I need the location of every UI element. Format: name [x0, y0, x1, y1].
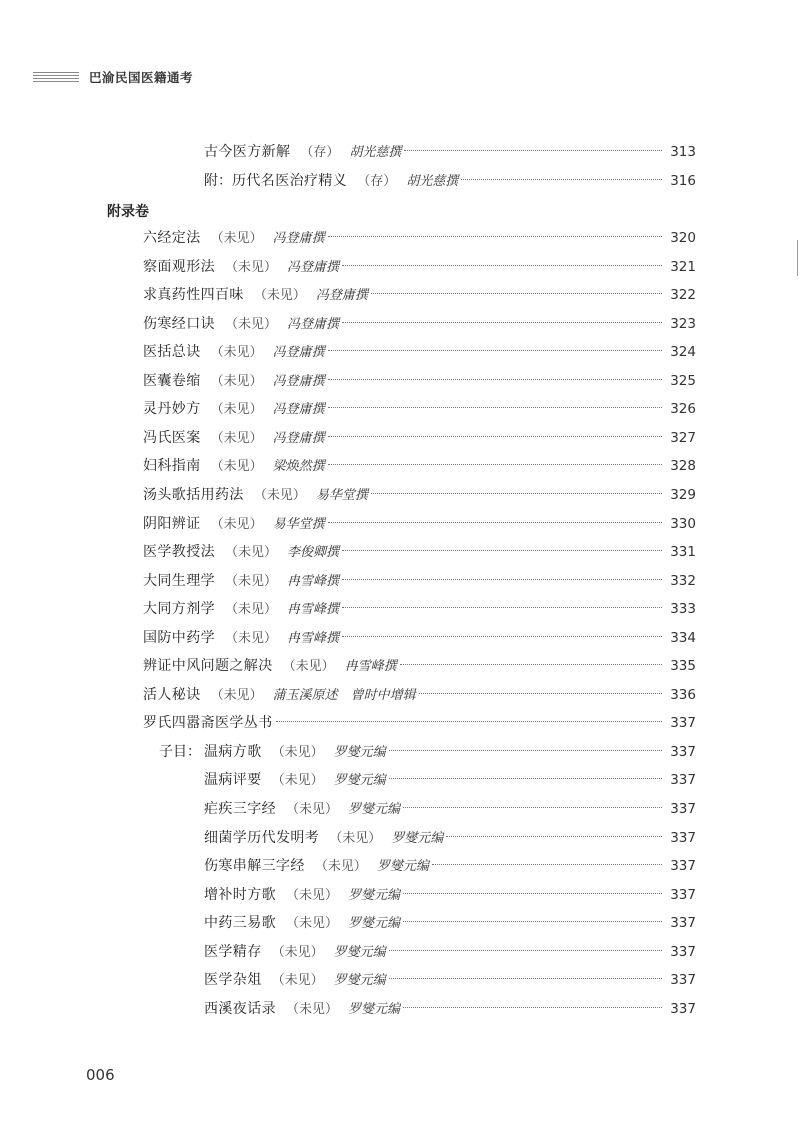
- entry-status: （未见）: [286, 916, 339, 932]
- entry-title: 妇科指南: [143, 458, 201, 475]
- entry-status: （未见）: [271, 973, 324, 989]
- toc-entry[interactable]: [143, 624, 696, 652]
- dot-leader: [328, 407, 662, 408]
- toc-entry[interactable]: [143, 510, 696, 538]
- entry-author: 罗燮元编: [391, 830, 444, 846]
- toc-entry[interactable]: [143, 224, 696, 252]
- toc-entry[interactable]: [143, 652, 696, 680]
- toc-entry[interactable]: [204, 852, 696, 880]
- entry-status: （未见）: [271, 744, 324, 760]
- dot-leader: [371, 293, 662, 294]
- entry-page: 324: [670, 344, 696, 361]
- book-title: 巴渝民国医籍通考: [89, 70, 194, 85]
- entry-status: （存）: [357, 173, 397, 189]
- toc-entry[interactable]: [143, 367, 696, 395]
- running-header: [33, 67, 193, 87]
- dot-leader: [446, 836, 662, 837]
- dot-leader: [404, 150, 662, 151]
- toc-entry[interactable]: [204, 766, 696, 794]
- dot-leader: [342, 322, 662, 323]
- entry-status: （未见）: [225, 630, 278, 646]
- entry-page: 337: [670, 772, 696, 789]
- entry-title: 历代名医治疗精义: [232, 172, 348, 189]
- dot-leader: [342, 550, 662, 551]
- entry-title: 医学教授法: [143, 544, 215, 561]
- entry-author: 罗燮元编: [348, 802, 401, 817]
- toc-entry[interactable]: [204, 938, 696, 966]
- toc-entry[interactable]: [143, 595, 696, 623]
- dot-leader: [432, 864, 662, 865]
- entry-status: （未见）: [210, 231, 263, 246]
- entry-page: 328: [670, 458, 696, 475]
- margin-rule: [797, 240, 798, 276]
- section-heading: 附录卷: [107, 204, 149, 220]
- entry-author: 罗燮元编: [348, 887, 401, 903]
- entry-title: 医囊卷缩: [143, 372, 201, 389]
- entry-title: 灵丹妙方: [143, 401, 201, 418]
- entry-title: 中药三易歌: [204, 915, 276, 932]
- entry-author: 冯登庸撰: [272, 345, 325, 361]
- entry-page: 337: [670, 743, 696, 760]
- entry-title: 疟疾三字经: [204, 801, 276, 817]
- toc-entry[interactable]: [204, 824, 696, 852]
- entry-author: 冯登庸撰: [272, 373, 325, 389]
- entry-author: 冯登庸撰: [287, 259, 340, 275]
- dot-leader: [276, 721, 662, 722]
- entry-page: 337: [670, 915, 696, 932]
- entry-status: （未见）: [253, 487, 306, 503]
- entry-author: 冉雪峰撰: [287, 602, 340, 618]
- entry-status: （未见）: [271, 773, 324, 789]
- toc-entry[interactable]: [143, 310, 696, 338]
- entry-page: 337: [670, 858, 696, 875]
- entry-title: 伤寒串解三字经: [204, 858, 305, 875]
- toc-entry[interactable]: [143, 452, 696, 480]
- entry-page: 323: [670, 315, 696, 332]
- entry-title: 医学精存: [204, 943, 262, 960]
- entry-author: 冯登庸撰: [287, 316, 340, 332]
- entry-title: 大同生理学: [143, 572, 215, 589]
- dot-leader: [371, 493, 662, 494]
- dot-leader: [403, 1007, 662, 1008]
- entry-page: 330: [670, 515, 696, 532]
- entry-author: 冉雪峰撰: [344, 659, 397, 675]
- entry-status: （存）: [300, 145, 340, 160]
- dot-leader: [328, 436, 662, 437]
- entry-page: 337: [670, 972, 696, 989]
- entry-title: 察面观形法: [143, 258, 215, 275]
- entry-author: 冯登庸撰: [272, 231, 325, 246]
- entry-page: 313: [670, 144, 696, 160]
- entry-page: 337: [670, 715, 696, 732]
- page-number: 006: [86, 1066, 115, 1084]
- entry-author: 罗燮元编: [348, 1001, 401, 1017]
- entry-prefix: 子目：: [159, 743, 201, 760]
- entry-author: 冉雪峰撰: [287, 630, 340, 646]
- dot-leader: [328, 522, 662, 523]
- entry-page: 326: [670, 401, 696, 418]
- entry-title: 医学杂俎: [204, 972, 262, 989]
- entry-author: 罗燮元编: [333, 944, 386, 960]
- entry-page: 325: [670, 372, 696, 389]
- entry-status: （未见）: [210, 516, 263, 532]
- entry-page: 333: [670, 601, 696, 618]
- entry-title: 冯氏医案: [143, 429, 201, 446]
- toc-entry[interactable]: [143, 481, 696, 509]
- entry-author: 胡光慈撰: [349, 145, 402, 160]
- entry-title: 活人秘诀: [143, 686, 201, 703]
- entry-page: 329: [670, 486, 696, 503]
- entry-status: （未见）: [329, 830, 382, 846]
- entry-status: （未见）: [210, 345, 263, 361]
- entry-title: 阴阳辨证: [143, 515, 201, 532]
- toc-entry[interactable]: [204, 167, 696, 195]
- entry-status: （未见）: [210, 459, 263, 475]
- entry-status: （未见）: [314, 859, 367, 875]
- dot-leader: [328, 350, 662, 351]
- dot-leader: [342, 636, 662, 637]
- entry-author: 冯登庸撰: [272, 402, 325, 418]
- entry-author: 李俊卿撰: [287, 545, 340, 561]
- dot-leader: [400, 664, 662, 665]
- entry-title: 六经定法: [143, 230, 201, 246]
- toc-entry[interactable]: [204, 138, 696, 166]
- entry-page: 320: [670, 230, 696, 246]
- entry-status: （未见）: [225, 259, 278, 275]
- dot-leader: [389, 778, 662, 779]
- entry-page: 337: [670, 801, 696, 817]
- entry-title: 古今医方新解: [204, 144, 291, 160]
- toc-entry[interactable]: [204, 795, 696, 823]
- entry-title: 大同方剂学: [143, 601, 215, 618]
- toc-entry[interactable]: [204, 881, 696, 909]
- entry-status: （未见）: [210, 687, 263, 703]
- toc-entry[interactable]: [143, 281, 696, 309]
- entry-page: 337: [670, 829, 696, 846]
- entry-page: 334: [670, 629, 696, 646]
- toc-entry[interactable]: [143, 253, 696, 281]
- entry-title: 辨证中风问题之解决: [143, 658, 273, 675]
- toc-entry[interactable]: [143, 395, 696, 423]
- entry-status: （未见）: [286, 1001, 339, 1017]
- entry-page: 321: [670, 258, 696, 275]
- toc-entry[interactable]: [204, 966, 696, 994]
- dot-leader: [342, 607, 662, 608]
- toc-entry[interactable]: [143, 709, 696, 737]
- entry-status: （未见）: [286, 887, 339, 903]
- entry-page: 327: [670, 429, 696, 446]
- entry-status: （未见）: [282, 659, 335, 675]
- dot-leader: [328, 236, 662, 237]
- entry-title: 西溪夜话录: [204, 1000, 276, 1017]
- entry-author: 胡光慈撰: [406, 173, 459, 189]
- dot-leader: [389, 950, 662, 951]
- toc-entry[interactable]: [204, 995, 696, 1023]
- entry-author: 蒲玉溪原述 曾时中增辑: [272, 687, 416, 703]
- dot-leader: [403, 893, 662, 894]
- entry-page: 337: [670, 943, 696, 960]
- dot-leader: [342, 579, 662, 580]
- entry-status: （未见）: [225, 545, 278, 561]
- entry-page: 335: [670, 658, 696, 675]
- dot-leader: [389, 978, 662, 979]
- toc-entry[interactable]: [143, 338, 696, 366]
- entry-title: 汤头歌括用药法: [143, 486, 244, 503]
- dot-leader: [389, 750, 662, 751]
- entry-author: 易华堂撰: [315, 487, 368, 503]
- entry-title: 细菌学历代发明考: [204, 829, 320, 846]
- entry-page: 337: [670, 886, 696, 903]
- entry-title: 增补时方歌: [204, 886, 276, 903]
- dot-leader: [419, 693, 662, 694]
- entry-author: 梁焕然撰: [272, 459, 325, 475]
- entry-title: 温病评要: [204, 772, 262, 789]
- toc-entry[interactable]: [143, 681, 696, 709]
- toc-entry[interactable]: [143, 567, 696, 595]
- entry-status: （未见）: [210, 373, 263, 389]
- entry-page: 336: [670, 686, 696, 703]
- dot-leader: [403, 921, 662, 922]
- entry-status: （未见）: [210, 402, 263, 418]
- dot-leader: [328, 464, 662, 465]
- toc-entry[interactable]: [159, 738, 696, 766]
- entry-status: （未见）: [225, 573, 278, 589]
- entry-status: （未见）: [210, 430, 263, 446]
- entry-prefix: 附：: [204, 172, 232, 189]
- entry-title: 罗氏四嚣斋医学丛书: [143, 715, 273, 732]
- entry-status: （未见）: [286, 802, 339, 817]
- entry-status: （未见）: [225, 602, 278, 618]
- toc-entry[interactable]: [204, 909, 696, 937]
- dot-leader: [461, 179, 662, 180]
- entry-author: 罗燮元编: [333, 744, 386, 760]
- entry-page: 332: [670, 572, 696, 589]
- entry-title: 国防中药学: [143, 629, 215, 646]
- entry-status: （未见）: [271, 944, 324, 960]
- toc-entry[interactable]: [143, 424, 696, 452]
- toc-entry[interactable]: [143, 538, 696, 566]
- entry-author: 罗燮元编: [348, 916, 401, 932]
- entry-title: 医括总诀: [143, 344, 201, 361]
- entry-author: 冯登庸撰: [272, 430, 325, 446]
- dot-leader: [342, 265, 662, 266]
- entry-status: （未见）: [253, 288, 306, 304]
- entry-author: 罗燮元编: [376, 859, 429, 875]
- entry-author: 冯登庸撰: [315, 288, 368, 304]
- dot-leader: [328, 379, 662, 380]
- entry-status: （未见）: [225, 316, 278, 332]
- entry-author: 罗燮元编: [333, 773, 386, 789]
- entry-author: 易华堂撰: [272, 516, 325, 532]
- dot-leader: [403, 807, 662, 808]
- entry-author: 冉雪峰撰: [287, 573, 340, 589]
- entry-title: 求真药性四百味: [143, 287, 244, 304]
- header-rule-icon: [33, 72, 79, 82]
- entry-title: 伤寒经口诀: [143, 315, 215, 332]
- entry-page: 337: [670, 1000, 696, 1017]
- entry-title: 温病方歌: [204, 743, 262, 760]
- entry-page: 322: [670, 287, 696, 304]
- entry-page: 316: [670, 172, 696, 189]
- entry-author: 罗燮元编: [333, 973, 386, 989]
- entry-page: 331: [670, 544, 696, 561]
